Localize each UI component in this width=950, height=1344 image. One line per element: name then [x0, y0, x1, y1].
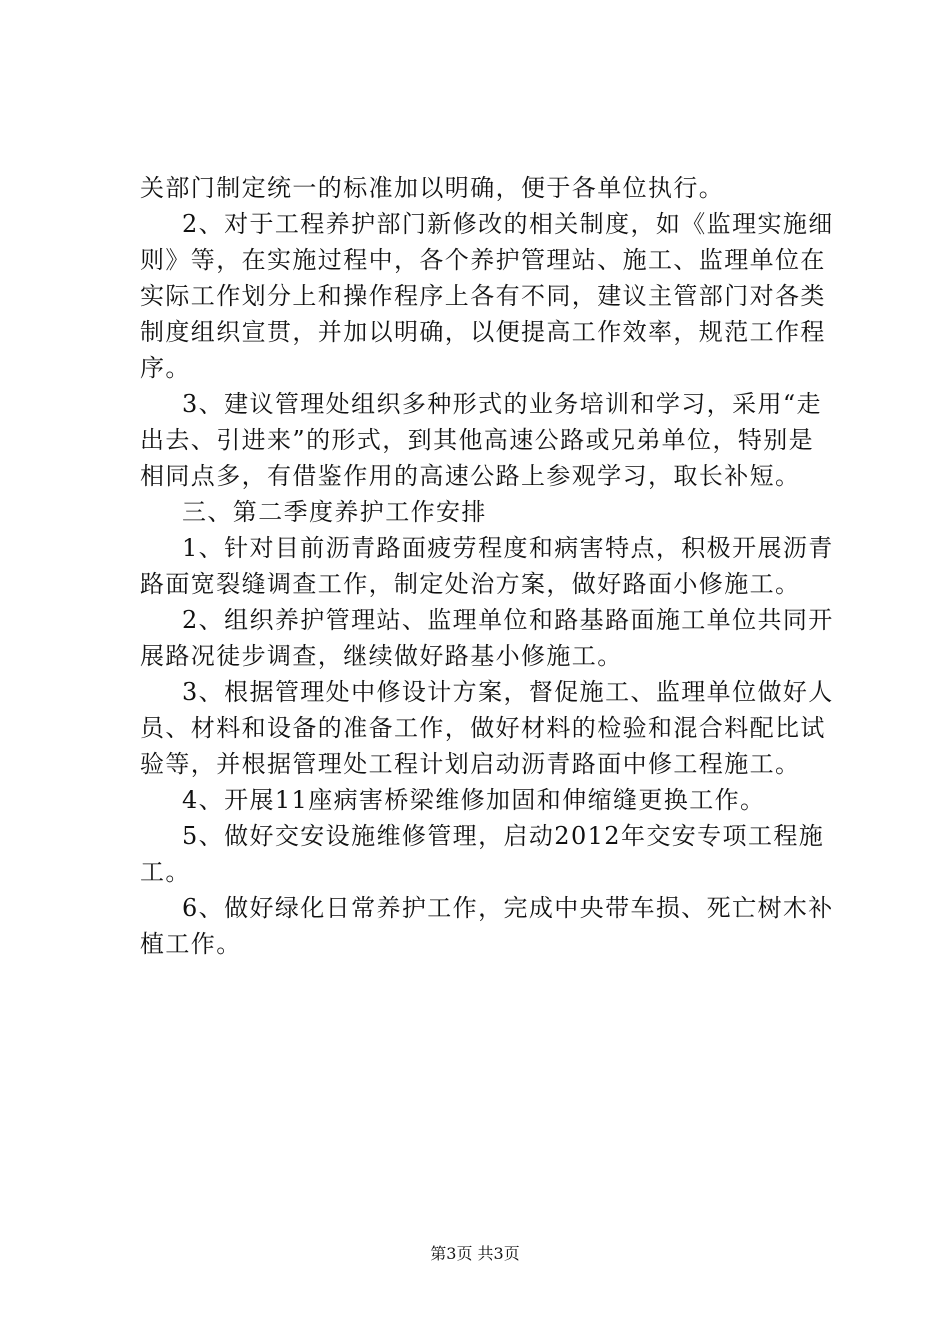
- text-line: 展路况徒步调查，继续做好路基小修施工。: [140, 642, 623, 670]
- text-line: 则》等，在实施过程中，各个养护管理站、施工、监理单位在: [140, 246, 826, 274]
- text-line: 工。: [140, 858, 191, 886]
- text-line: 员、材料和设备的准备工作，做好材料的检验和混合料配比试: [140, 714, 826, 742]
- text-line: 3、建议管理处组织多种形式的业务培训和学习，采用“走: [182, 390, 822, 418]
- text-line: 验等，并根据管理处工程计划启动沥青路面中修工程施工。: [140, 750, 801, 778]
- text-line: 1、针对目前沥青路面疲劳程度和病害特点，积极开展沥青: [182, 534, 834, 562]
- text-line: 关部门制定统一的标准加以明确，便于各单位执行。: [140, 174, 725, 202]
- text-line: 2、组织养护管理站、监理单位和路基路面施工单位共同开: [182, 606, 834, 634]
- text-line: 出去、引进来”的形式，到其他高速公路或兄弟单位，特别是: [140, 426, 815, 454]
- text-line: 路面宽裂缝调查工作，制定处治方案，做好路面小修施工。: [140, 570, 801, 598]
- text-line: 序。: [140, 354, 191, 382]
- text-line: 实际工作划分上和操作程序上各有不同，建议主管部门对各类: [140, 282, 826, 310]
- text-line: 6、做好绿化日常养护工作，完成中央带车损、死亡树木补: [182, 894, 834, 922]
- text-line: 2、对于工程养护部门新修改的相关制度，如《监理实施细: [182, 210, 834, 238]
- text-line: 相同点多，有借鉴作用的高速公路上参观学习，取长补短。: [140, 462, 801, 490]
- text-line: 5、做好交安设施维修管理，启动2012年交安专项工程施: [182, 822, 825, 850]
- text-line: 植工作。: [140, 930, 242, 958]
- page-number-footer: 第3页 共3页: [430, 1244, 520, 1263]
- text-line: 3、根据管理处中修设计方案，督促施工、监理单位做好人: [182, 678, 834, 706]
- text-line: 制度组织宣贯，并加以明确，以便提高工作效率，规范工作程: [140, 318, 826, 346]
- section-heading: 三、第二季度养护工作安排: [182, 498, 487, 526]
- text-line: 4、开展11座病害桥梁维修加固和伸缩缝更换工作。: [182, 786, 766, 814]
- document-body: [140, 170, 834, 962]
